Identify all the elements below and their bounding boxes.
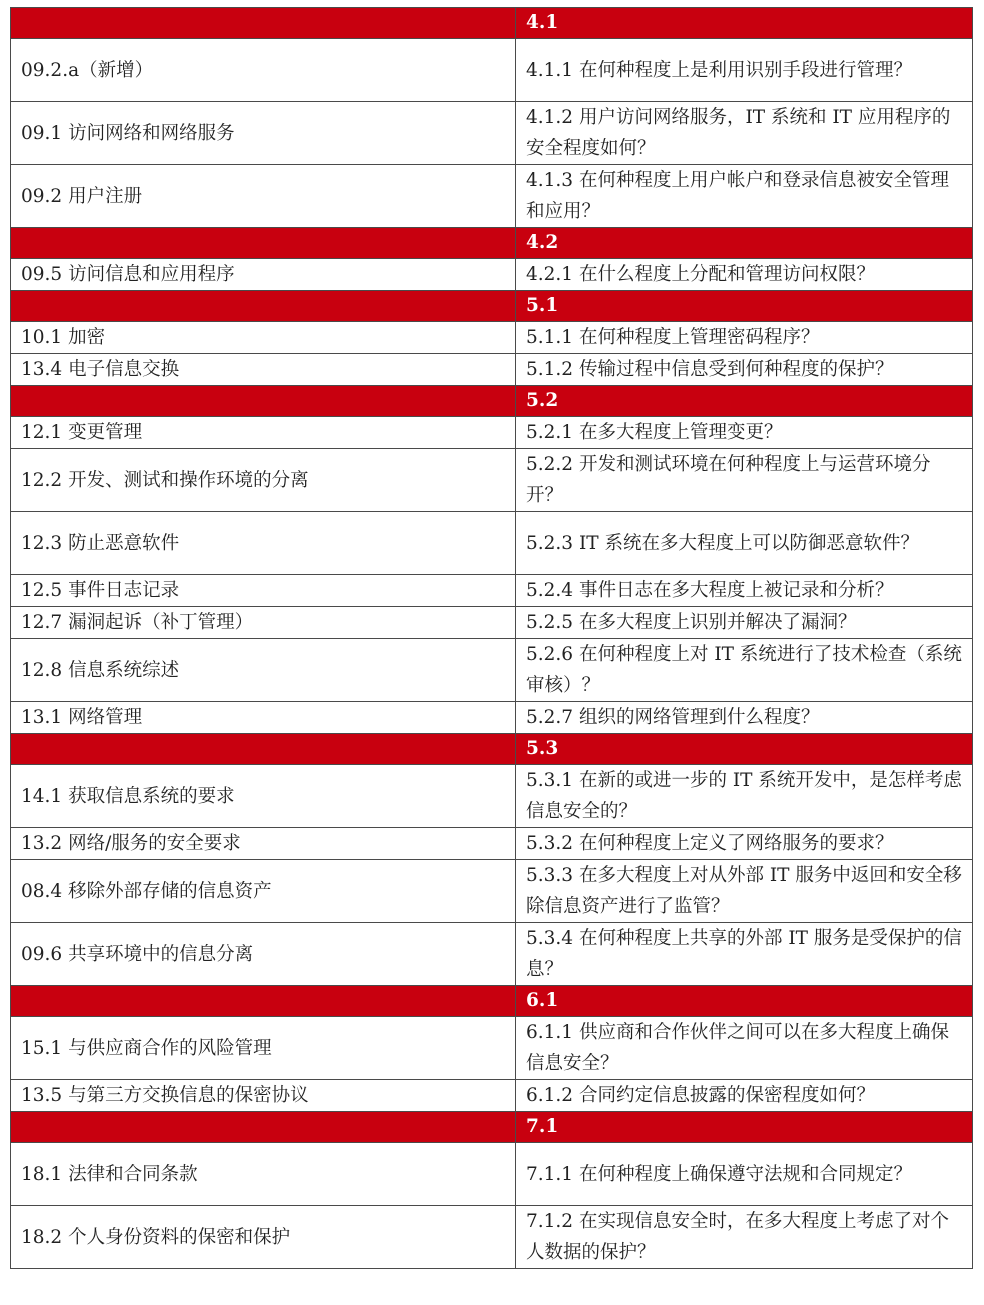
control-reference-cell: 12.7 漏洞起诉（补丁管理） bbox=[11, 607, 516, 639]
assessment-question-cell: 5.3.4 在何种程度上共享的外部 IT 服务是受保护的信息？ bbox=[516, 923, 973, 986]
mapping-table-container bbox=[10, 7, 972, 1269]
section-header-row bbox=[11, 291, 973, 322]
assessment-question-cell: 5.2.2 开发和测试环境在何种程度上与运营环境分开？ bbox=[516, 449, 973, 512]
assessment-question-cell: 5.2.1 在多大程度上管理变更？ bbox=[516, 417, 973, 449]
control-reference-cell: 18.2 个人身份资料的保密和保护 bbox=[11, 1206, 516, 1269]
assessment-question-cell: 5.3.2 在何种程度上定义了网络服务的要求？ bbox=[516, 828, 973, 860]
control-reference-cell: 12.8 信息系统综述 bbox=[11, 639, 516, 702]
section-header-row bbox=[11, 1112, 973, 1143]
section-header-left-cell bbox=[11, 8, 516, 39]
control-reference-cell: 12.1 变更管理 bbox=[11, 417, 516, 449]
section-header-left-cell bbox=[11, 291, 516, 322]
section-header-left-cell bbox=[11, 386, 516, 417]
assessment-question-cell: 5.1.1 在何种程度上管理密码程序？ bbox=[516, 322, 973, 354]
control-reference-cell: 12.3 防止恶意软件 bbox=[11, 512, 516, 575]
section-header-left-cell bbox=[11, 228, 516, 259]
table-row bbox=[11, 575, 973, 607]
control-reference-cell: 08.4 移除外部存储的信息资产 bbox=[11, 860, 516, 923]
assessment-question-cell: 6.1.1 供应商和合作伙伴之间可以在多大程度上确保信息安全？ bbox=[516, 1017, 973, 1080]
assessment-question-cell: 5.3.3 在多大程度上对从外部 IT 服务中返回和安全移除信息资产进行了监管？ bbox=[516, 860, 973, 923]
section-header-row bbox=[11, 228, 973, 259]
assessment-question-cell: 4.1.3 在何种程度上用户帐户和登录信息被安全管理和应用？ bbox=[516, 165, 973, 228]
assessment-question-cell: 5.2.5 在多大程度上识别并解决了漏洞？ bbox=[516, 607, 973, 639]
table-row bbox=[11, 765, 973, 828]
control-reference-cell: 10.1 加密 bbox=[11, 322, 516, 354]
table-row bbox=[11, 417, 973, 449]
control-reference-cell: 09.2 用户注册 bbox=[11, 165, 516, 228]
table-row bbox=[11, 322, 973, 354]
table-row bbox=[11, 1206, 973, 1269]
control-reference-cell: 15.1 与供应商合作的风险管理 bbox=[11, 1017, 516, 1080]
assessment-question-cell: 5.1.2 传输过程中信息受到何种程度的保护？ bbox=[516, 354, 973, 386]
assessment-question-cell: 5.3.1 在新的或进一步的 IT 系统开发中，是怎样考虑信息安全的？ bbox=[516, 765, 973, 828]
assessment-question-cell: 5.2.3 IT 系统在多大程度上可以防御恶意软件？ bbox=[516, 512, 973, 575]
section-header-label: 5.2 bbox=[516, 386, 973, 417]
table-row bbox=[11, 102, 973, 165]
control-reference-cell: 12.5 事件日志记录 bbox=[11, 575, 516, 607]
table-row bbox=[11, 512, 973, 575]
assessment-question-cell: 6.1.2 合同约定信息披露的保密程度如何？ bbox=[516, 1080, 973, 1112]
control-reference-cell: 13.2 网络/服务的安全要求 bbox=[11, 828, 516, 860]
assessment-question-cell: 7.1.1 在何种程度上确保遵守法规和合同规定？ bbox=[516, 1143, 973, 1206]
section-header-label: 5.3 bbox=[516, 734, 973, 765]
table-row bbox=[11, 165, 973, 228]
table-row bbox=[11, 259, 973, 291]
section-header-row bbox=[11, 386, 973, 417]
assessment-question-cell: 5.2.6 在何种程度上对 IT 系统进行了技术检查（系统审核）？ bbox=[516, 639, 973, 702]
section-header-label: 5.1 bbox=[516, 291, 973, 322]
table-row bbox=[11, 702, 973, 734]
table-row bbox=[11, 39, 973, 102]
assessment-question-cell: 7.1.2 在实现信息安全时，在多大程度上考虑了对个人数据的保护？ bbox=[516, 1206, 973, 1269]
table-row bbox=[11, 1017, 973, 1080]
table-row bbox=[11, 449, 973, 512]
control-reference-cell: 13.1 网络管理 bbox=[11, 702, 516, 734]
mapping-table-body bbox=[11, 8, 973, 1269]
section-header-row bbox=[11, 734, 973, 765]
section-header-label: 7.1 bbox=[516, 1112, 973, 1143]
section-header-left-cell bbox=[11, 1112, 516, 1143]
control-reference-cell: 09.5 访问信息和应用程序 bbox=[11, 259, 516, 291]
section-header-row bbox=[11, 986, 973, 1017]
control-reference-cell: 12.2 开发、测试和操作环境的分离 bbox=[11, 449, 516, 512]
assessment-question-cell: 4.1.1 在何种程度上是利用识别手段进行管理？ bbox=[516, 39, 973, 102]
section-header-left-cell bbox=[11, 986, 516, 1017]
assessment-question-cell: 4.2.1 在什么程度上分配和管理访问权限？ bbox=[516, 259, 973, 291]
table-row bbox=[11, 354, 973, 386]
assessment-question-cell: 5.2.7 组织的网络管理到什么程度？ bbox=[516, 702, 973, 734]
assessment-question-cell: 4.1.2 用户访问网络服务，IT 系统和 IT 应用程序的安全程度如何？ bbox=[516, 102, 973, 165]
section-header-label: 6.1 bbox=[516, 986, 973, 1017]
section-header-left-cell bbox=[11, 734, 516, 765]
section-header-label: 4.2 bbox=[516, 228, 973, 259]
section-header-label: 4.1 bbox=[516, 8, 973, 39]
mapping-table bbox=[10, 7, 973, 1269]
control-reference-cell: 14.1 获取信息系统的要求 bbox=[11, 765, 516, 828]
assessment-question-cell: 5.2.4 事件日志在多大程度上被记录和分析？ bbox=[516, 575, 973, 607]
control-reference-cell: 09.1 访问网络和网络服务 bbox=[11, 102, 516, 165]
section-header-row bbox=[11, 8, 973, 39]
control-reference-cell: 13.5 与第三方交换信息的保密协议 bbox=[11, 1080, 516, 1112]
table-row bbox=[11, 607, 973, 639]
table-row bbox=[11, 1143, 973, 1206]
table-row bbox=[11, 639, 973, 702]
control-reference-cell: 13.4 电子信息交换 bbox=[11, 354, 516, 386]
control-reference-cell: 09.6 共享环境中的信息分离 bbox=[11, 923, 516, 986]
table-row bbox=[11, 1080, 973, 1112]
table-row bbox=[11, 923, 973, 986]
control-reference-cell: 18.1 法律和合同条款 bbox=[11, 1143, 516, 1206]
table-row bbox=[11, 828, 973, 860]
table-row bbox=[11, 860, 973, 923]
control-reference-cell: 09.2.a（新增） bbox=[11, 39, 516, 102]
